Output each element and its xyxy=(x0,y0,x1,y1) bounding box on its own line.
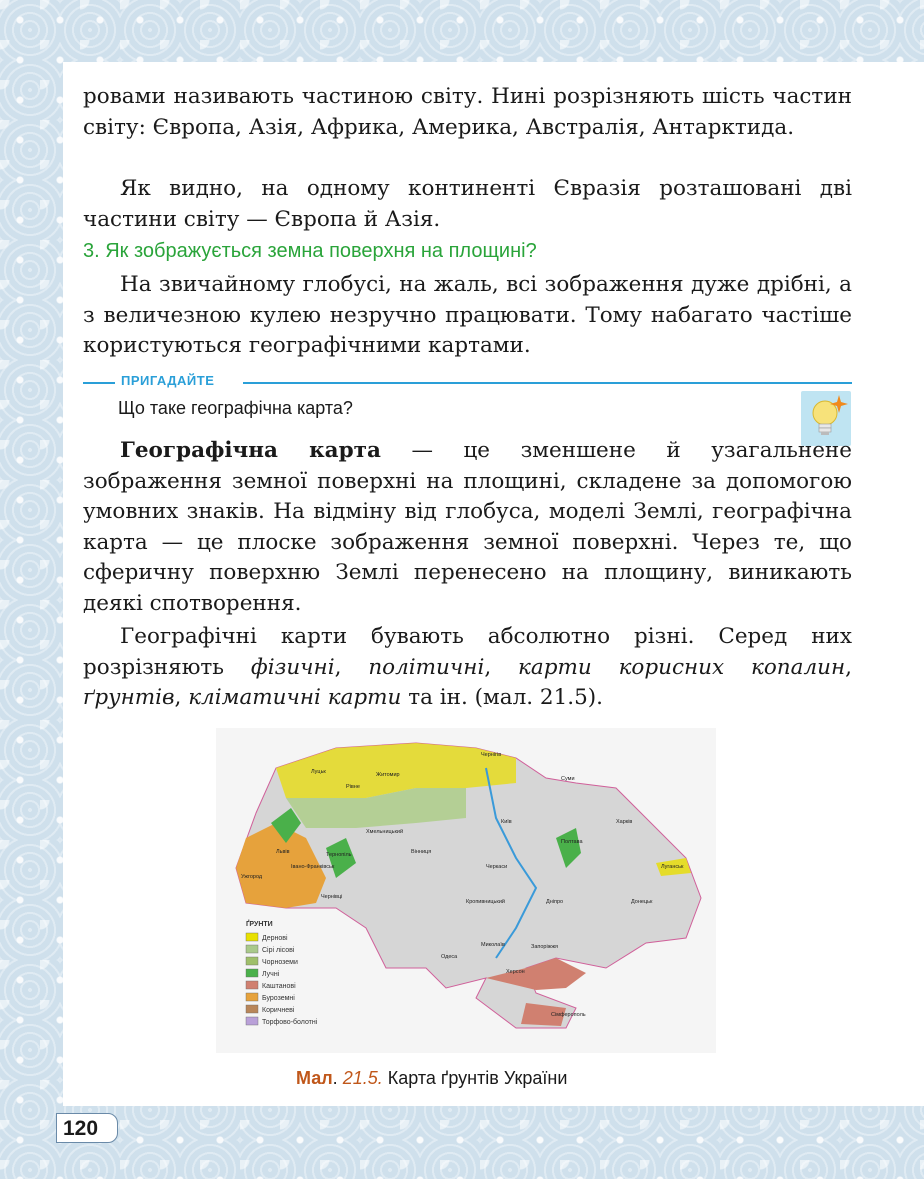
city-label: Луцьк xyxy=(311,769,326,775)
soil-map xyxy=(216,728,716,1053)
map-types-intro: Географічні карти бувають абсолютно різні. Серед них розрізняють xyxy=(83,624,852,680)
legend-swatch xyxy=(246,969,258,977)
separator: , xyxy=(334,654,369,680)
caption-number: 21.5. xyxy=(342,1068,383,1088)
caption-text: Карта ґрунтів України xyxy=(382,1068,568,1088)
figure-caption xyxy=(296,1068,567,1089)
legend-swatch xyxy=(246,981,258,989)
legend-label: Буроземні xyxy=(262,995,295,1002)
legend-swatch xyxy=(246,1005,258,1013)
city-label: Ужгород xyxy=(241,874,263,880)
page-number: 120 xyxy=(56,1113,118,1143)
separator: , xyxy=(174,685,189,710)
city-label: Чернівці xyxy=(321,894,343,900)
section-heading: 3. Як зображується земна поверхня на площині? xyxy=(83,240,537,262)
city-label: Одеса xyxy=(441,954,458,960)
city-label: Рівне xyxy=(346,784,360,790)
legend-label: Сірі лісові xyxy=(262,947,295,954)
city-label: Житомир xyxy=(376,772,400,778)
map-type-political: політичні xyxy=(368,654,485,680)
paragraph-globe: На звичайному глобусі, на жаль, всі зображення дуже дрібні, а з величезною кулею незручно працювати. Тому набагато частіше користуються географічними картами. xyxy=(83,272,852,358)
map-type-climate: кліматичні карти xyxy=(188,685,402,710)
city-label: Вінниця xyxy=(411,849,432,855)
city-label: Суми xyxy=(561,776,575,782)
city-label: Дніпро xyxy=(546,899,564,905)
recall-label: ПРИГАДАЙТЕ xyxy=(121,373,215,388)
legend-swatch xyxy=(246,993,258,1001)
paragraph-eurasia: Як видно, на одному континенті Євразія розташовані дві частини світу — Європа й Азія. xyxy=(83,176,852,232)
term-geographic-map: Географічна карта xyxy=(120,438,381,463)
map-type-physical: фізичні xyxy=(250,654,335,680)
legend-swatch xyxy=(246,945,258,953)
map-type-minerals: карти корисних копалин xyxy=(518,654,846,680)
legend-label: Каштанові xyxy=(262,983,296,990)
caption-prefix: Мал xyxy=(296,1068,333,1088)
city-label: Запоріжжя xyxy=(531,944,559,950)
legend-label: Чорноземи xyxy=(262,959,298,966)
separator: , xyxy=(845,654,853,680)
city-label: Донецьк xyxy=(631,899,653,905)
city-label: Миколаїв xyxy=(481,942,505,948)
legend-label: Торфово-болотні xyxy=(262,1019,318,1026)
city-label: Харків xyxy=(616,819,633,825)
city-label: Черкаси xyxy=(486,864,508,870)
legend-label: Коричневі xyxy=(262,1007,295,1014)
city-label: Херсон xyxy=(506,969,525,975)
paragraph-parts-of-world: ровами називають частиною світу. Нині розрізняють шість частин світу: Європа, Азія, Африка, Америка, Австралія, Антарктида. xyxy=(83,84,852,140)
legend-label: Дернові xyxy=(262,935,288,942)
separator: , xyxy=(484,654,519,680)
city-label: Хмельницький xyxy=(366,829,404,835)
legend-label: Лучні xyxy=(262,971,280,978)
city-label: Львів xyxy=(276,849,290,855)
city-label: Тернопіль xyxy=(326,852,352,858)
city-label: Київ xyxy=(501,819,512,825)
city-label: Сімферополь xyxy=(551,1012,586,1018)
caption-dot: . xyxy=(332,1068,338,1088)
city-label: Чернігів xyxy=(481,752,502,758)
city-label: Кропивницький xyxy=(466,899,505,905)
paragraph-map-types xyxy=(83,622,852,714)
city-label: Полтава xyxy=(561,839,583,845)
recall-question: Що таке географічна карта? xyxy=(118,398,353,418)
definition-text: — це зменшене й узагальнене зображення земної поверхні на площині, складене за допомогою умовних знаків. На відміну від глобуса, моделі Землі, географічна карта — це плоске зображення земної поверхні. Через те, що сферичну поверхню Землі перенесено на площину, виникають деякі спотворення. xyxy=(83,438,852,616)
recall-divider xyxy=(83,373,852,389)
soil-map-figure xyxy=(216,728,716,1053)
legend-swatch xyxy=(246,957,258,965)
legend-swatch xyxy=(246,933,258,941)
map-type-soils: ґрунтів xyxy=(83,685,175,710)
city-label: Івано-Франківськ xyxy=(291,864,335,870)
legend-swatch xyxy=(246,1017,258,1025)
soil-legend xyxy=(246,919,318,1026)
legend-title: ҐРУНТИ xyxy=(246,921,273,928)
paragraph-definition xyxy=(83,436,852,619)
city-label: Луганськ xyxy=(661,864,684,870)
map-types-end: та ін. (мал. 21.5). xyxy=(401,685,604,710)
